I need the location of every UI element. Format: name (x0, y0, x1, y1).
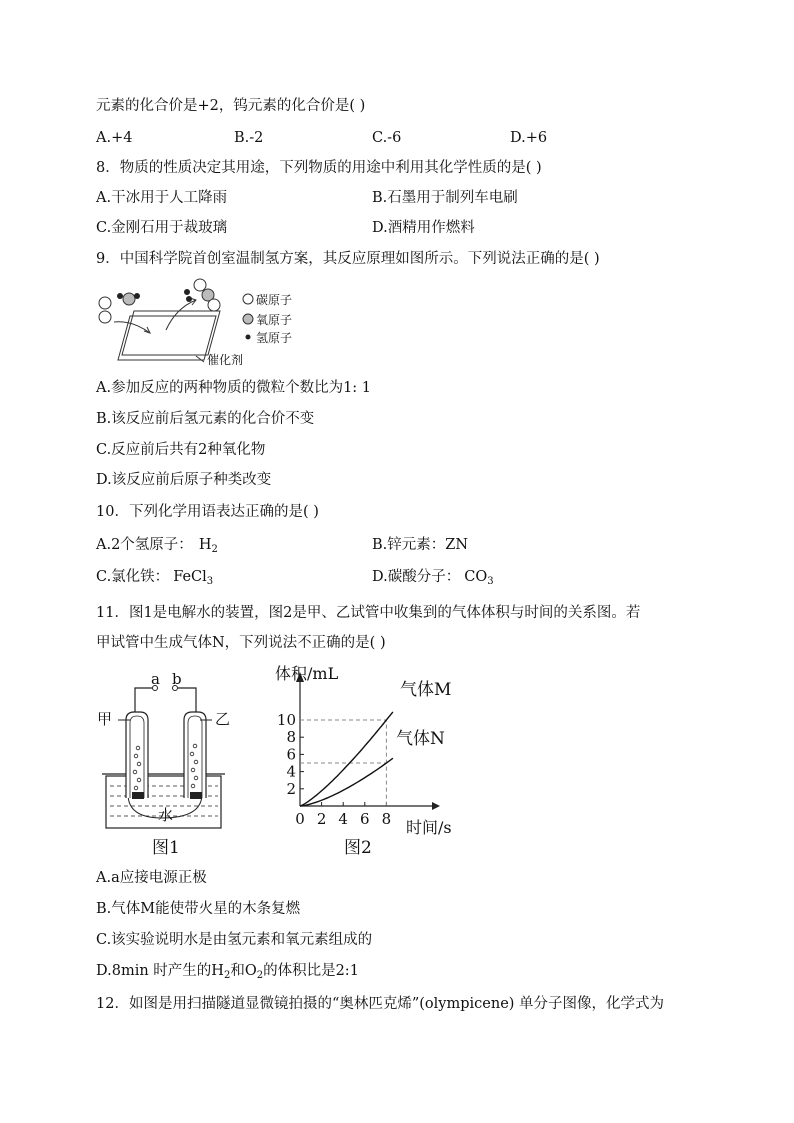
x-tick-label: 6 (360, 810, 370, 828)
q8-option-b: B.石墨用于制列车电刷 (372, 190, 518, 206)
y-tick-label: 10 (276, 711, 296, 729)
x-axis-arrow-icon (432, 802, 440, 810)
q10-stem: 10．下列化学用语表达正确的是( ) (96, 504, 319, 520)
q9-stem: 9．中国科学院首创室温制氢方案，其反应原理如图所示。下列说法正确的是( ) (96, 251, 600, 267)
series-m-label: 气体M (400, 680, 452, 700)
figure-2-caption: 图2 (344, 838, 372, 858)
figure-1-caption: 图1 (152, 838, 180, 858)
oxygen-atom-icon (243, 314, 253, 324)
x-tick-label: 8 (381, 810, 392, 828)
q8-stem: 8．物质的性质决定其用途，下列物质的用途中利用其化学性质的是( ) (96, 160, 542, 176)
tube-yi-label: 乙 (215, 710, 231, 728)
y-axis-label: 体积/mL (275, 664, 339, 683)
q8-option-a: A.干冰用于人工降雨 (96, 190, 228, 206)
q9-option-b: B.该反应前后氢元素的化合价不变 (96, 411, 315, 427)
y-tick-label: 2 (286, 779, 296, 798)
x-tick-label: 0 (295, 810, 305, 828)
water-label: 水 (158, 806, 174, 824)
q10-option-a: A.2个氢原子： $H_2$ (96, 537, 218, 555)
hydrogen-atom-icon (246, 335, 251, 340)
x-tick-label: 4 (338, 810, 348, 828)
x-axis-label: 时间/s (406, 818, 452, 837)
q10-option-c: C.氯化铁： FeCl$_3$ (96, 569, 214, 587)
q12-stem: 12．如图是用扫描隧道显微镜拍摄的“奥林匹克烯”(olympicene) 单分子图像，化学式为 (96, 996, 665, 1012)
q10-option-d: D.碳酸分子： $CO_3$ (372, 569, 494, 587)
legend-oxygen: 氧原子 (256, 313, 293, 327)
q9-option-d: D.该反应前后原子种类改变 (96, 472, 272, 488)
q11-stem-line1: 11．图1是电解水的装置，图2是甲、乙试管中收集到的气体体积与时间的关系图。若 (96, 605, 641, 621)
q7-option-c: C.-6 (372, 130, 402, 146)
tube-jia-label: 甲 (97, 710, 113, 728)
terminal-a-label: a (151, 670, 160, 688)
y-tick-label: 6 (286, 745, 296, 764)
q11-stem-line2: 甲试管中生成气体N，下列说法不正确的是( ) (96, 635, 386, 651)
y-tick-label: 4 (286, 762, 296, 781)
q9-option-c: C.反应前后共有2种氧化物 (96, 442, 266, 458)
series-n-label: 气体N (396, 729, 445, 749)
y-tick-label: 8 (286, 728, 296, 747)
legend-carbon: 碳原子 (256, 293, 293, 307)
q7-option-b: B.-2 (234, 130, 264, 146)
q11-option-a: A.a应接电源正极 (96, 870, 207, 886)
catalyst-label: 催化剂 (207, 353, 244, 367)
q11-option-c: C.该实验说明水是由氢元素和氧元素组成的 (96, 932, 373, 948)
q8-option-c: C.金刚石用于裁玻璃 (96, 220, 228, 236)
carbon-atom-icon (243, 294, 253, 304)
x-tick-label: 2 (316, 810, 327, 828)
q10-option-b: B.锌元素：ZN (372, 537, 469, 553)
q7-option-a: A.+4 (96, 130, 133, 146)
legend-hydrogen: 氢原子 (256, 331, 293, 345)
q7-option-d: D.+6 (510, 130, 548, 146)
terminal-b-label: b (172, 670, 182, 688)
q11-option-b: B.气体M能使带火星的木条复燃 (96, 901, 301, 917)
q7-stem-tail: 元素的化合价是+2，钨元素的化合价是( ) (96, 98, 366, 114)
q11-option-d: D.8min 时产生的$H_2$和$O_2$的体积比是2:1 (96, 963, 359, 981)
q8-option-d: D.酒精用作燃料 (372, 220, 475, 236)
series-m-line (300, 712, 393, 806)
q9-option-a: A.参加反应的两种物质的微粒个数比为1: 1 (96, 380, 372, 396)
